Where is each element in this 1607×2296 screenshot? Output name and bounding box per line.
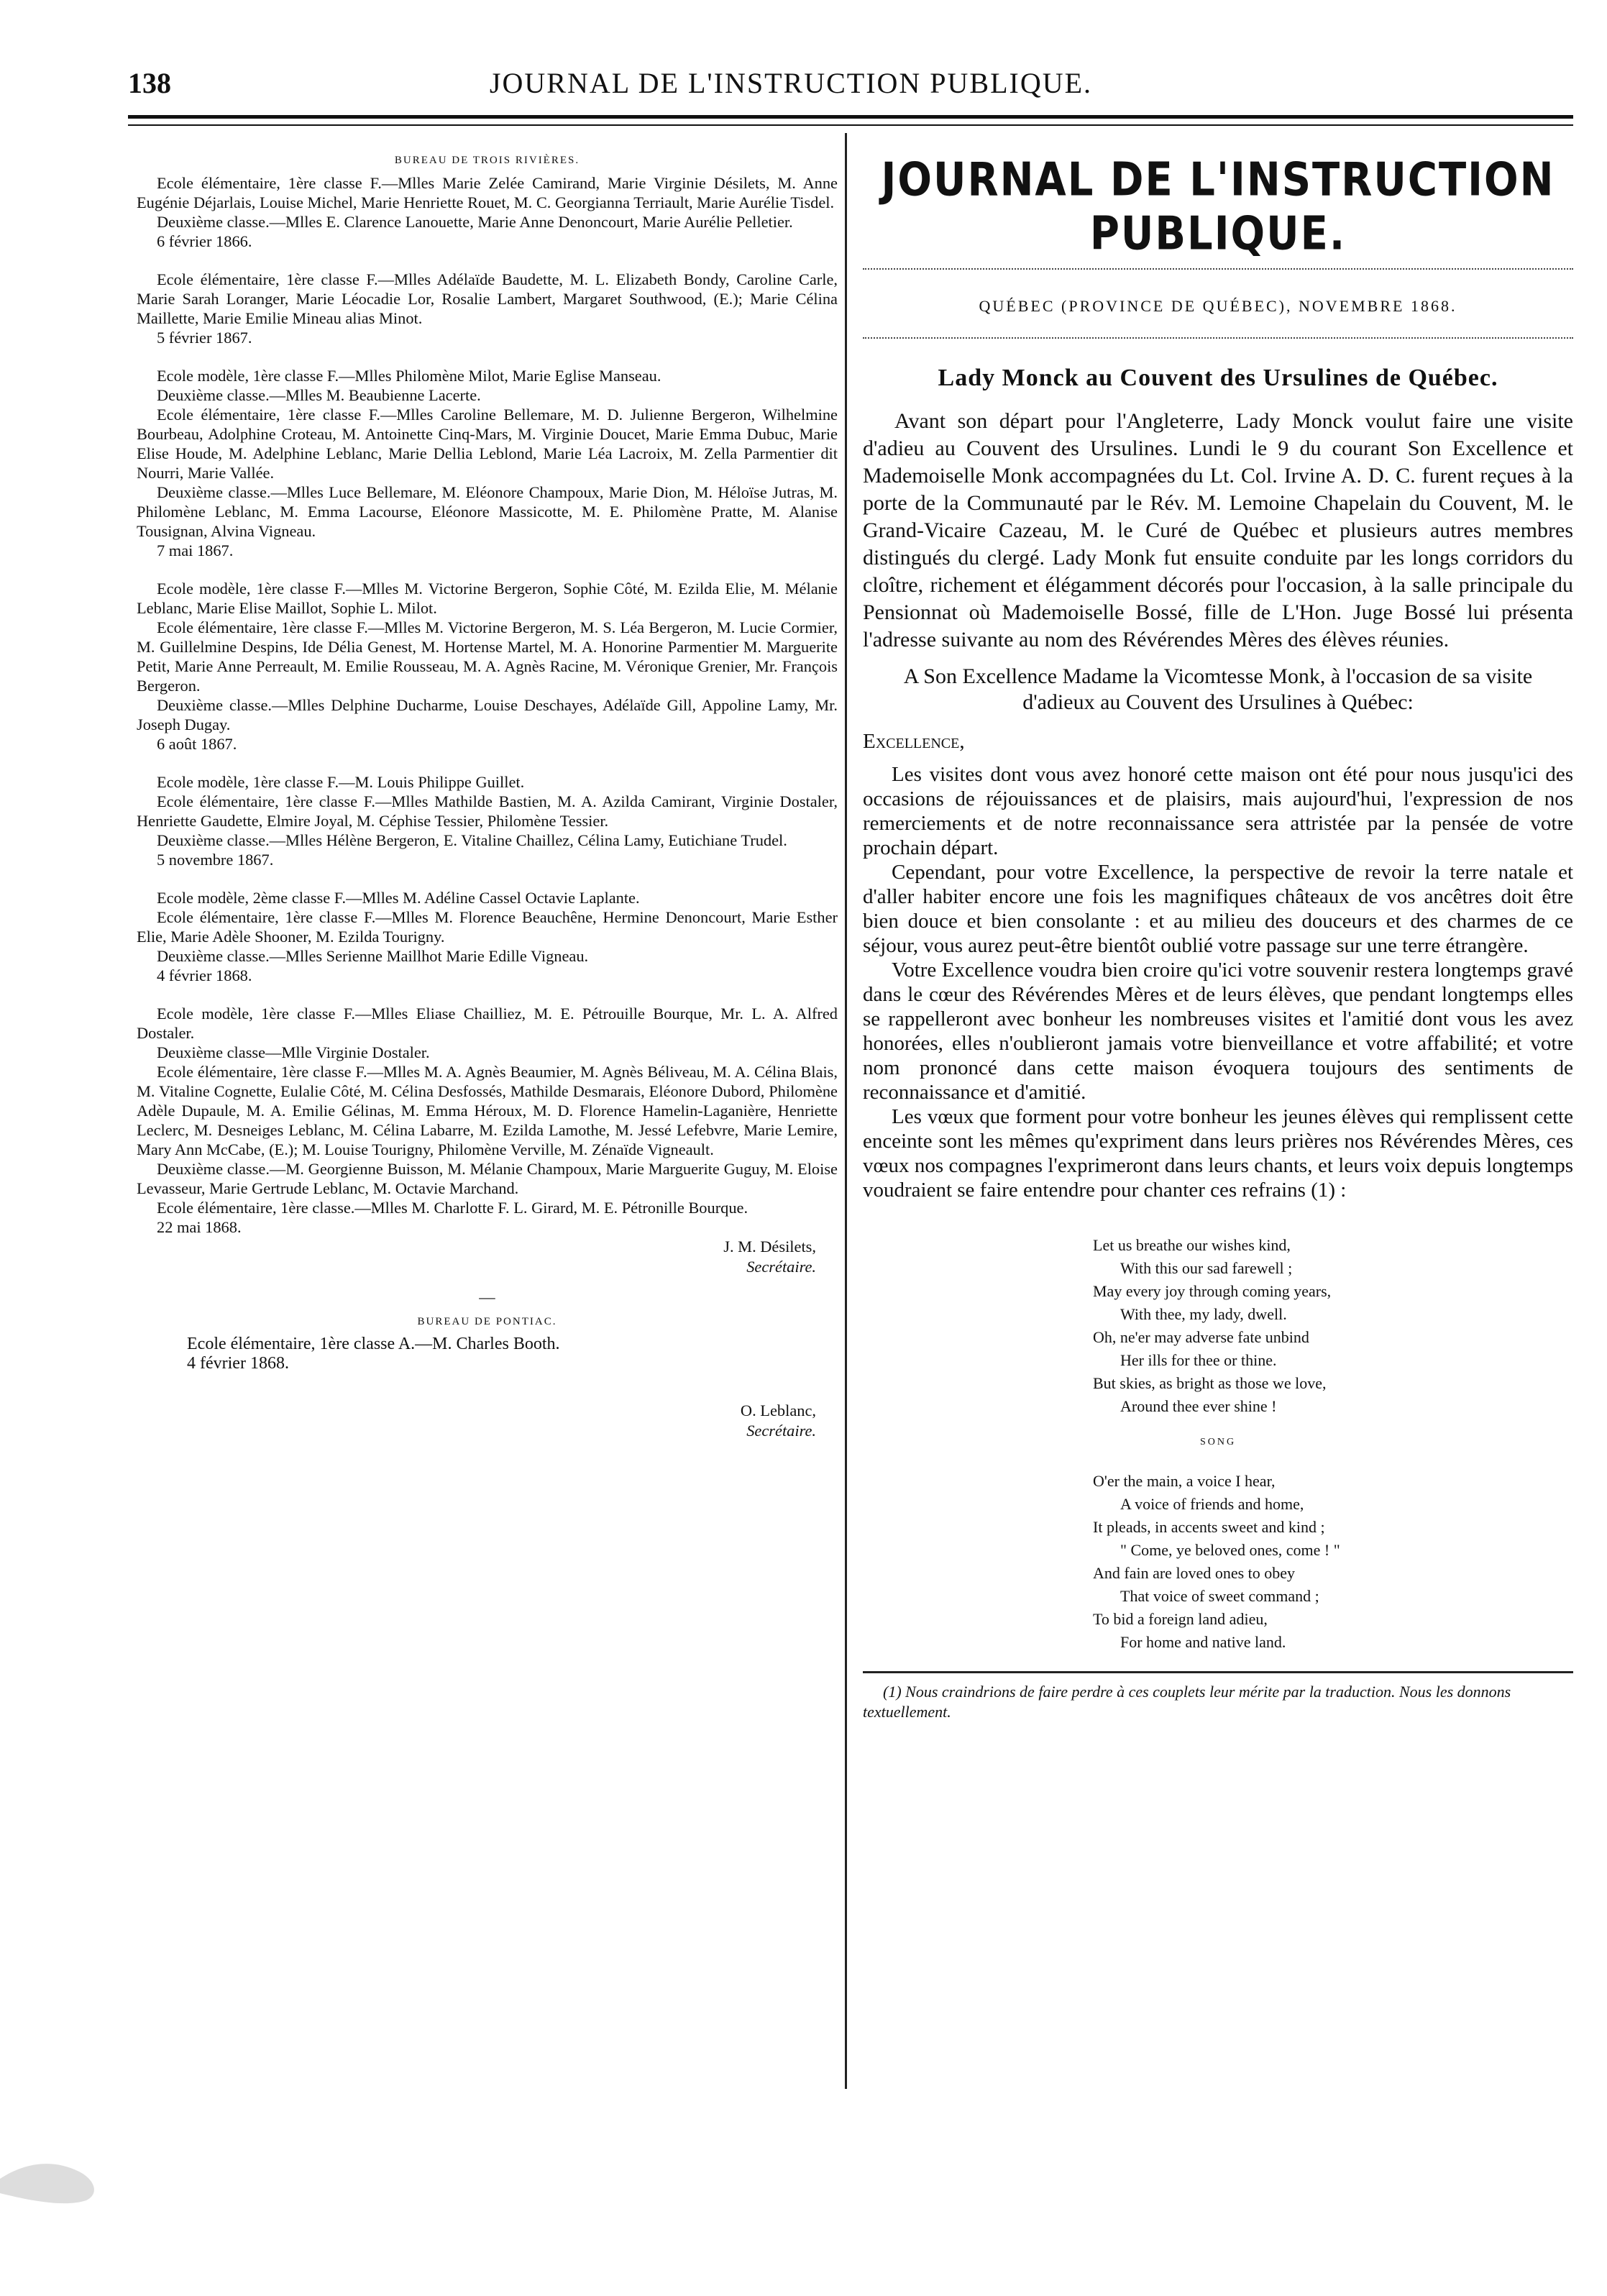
entry: Ecole élémentaire, 1ère classe.—Mlles M. Charlotte F. L. Girard, M. E. Pétronille Bourque. <box>157 1199 748 1217</box>
footnote: (1) Nous craindrions de faire perdre à ces couplets leur mérite par la traduction. Nous les donnons textuellement. <box>863 1683 1511 1721</box>
dateline: QUÉBEC (PROVINCE DE QUÉBEC), NOVEMBRE 1868. <box>979 297 1457 315</box>
footnote-rule <box>863 1671 1573 1673</box>
poem-line: With this our sad farewell ; <box>1120 1259 1293 1277</box>
poem-line: A voice of friends and home, <box>1120 1495 1304 1513</box>
signature2 <box>137 1401 838 1441</box>
entry: Ecole modèle, 1ère classe F.—M. Louis Philippe Guillet. <box>157 773 525 791</box>
entry: Ecole élémentaire, 1ère classe F.—Mlles M. Florence Beauchêne, Hermine Denoncourt, Marie Esther Elie, Marie Adèle Shooner, M. Ezilda Tourigny. <box>137 908 838 946</box>
address-text <box>863 762 1573 1202</box>
signature-name: J. M. Désilets, <box>723 1238 816 1256</box>
entry: Deuxième classe.—Mlles Serienne Maillhot Marie Edille Vigneau. <box>157 947 589 965</box>
address-paragraph: Votre Excellence voudra bien croire qu'ici votre souvenir restera longtemps gravé dans le cœur des Révérendes Mères et de leurs élèves, que pendant longtemps elles se rappelleront avec bonheur les nombreuses visites et l'amitié dont vous les avez honorées, elles n'oublieront jamais votre bienveillance et votre affabilité; et votre nom prononcé dans cette maison évoquera toujours des sentiments de reconnaissance et d'amitié. <box>863 959 1573 1104</box>
poem-line: May every joy through coming years, <box>1093 1282 1332 1300</box>
entry-gap <box>137 560 838 579</box>
entry-date: 7 mai 1867. <box>157 541 234 559</box>
entry: Ecole élémentaire, 1ère classe F.—Mlles Marie Zelée Camirand, Marie Virginie Désilets, M. Anne Eugénie Déjarlais, Louise Michel, Marie Henriette Rouet, M. C. Georgianna Terriault, Marie Aurélie Tisdel. <box>137 174 838 211</box>
entry: Ecole élémentaire, 1ère classe F.—Mlles Caroline Bellemare, M. D. Julienne Bergeron, Wilhelmine Bourbeau, Adolphine Croteau, M. Antoinette Cinq-Mars, M. Virginie Doucet, Marie Emma Dubuc, Marie Elise Houde, M. Adelphine Leblanc, Marie Dellia Leblond, Marie Léa Lacroix, M. Zella Parmentier dit Nourri, Marie Vallée. <box>137 406 838 482</box>
section-title: BUREAU DE TROIS RIVIÈRES. <box>394 155 580 166</box>
page-number: 138 <box>128 67 171 99</box>
entry: Ecole élémentaire, 1ère classe F.—Mlles M. Victorine Bergeron, M. S. Léa Bergeron, M. Lucie Cormier, M. Guillelmine Despins, Ide Délia Genest, M. Hortense Martel, M. A. Honorine Parmentier M. Marguerite Petit, Marie Anne Perreault, M. Emilie Rousseau, M. A. Agnès Racine, M. Véronique Grenier, Mr. François Bergeron. <box>137 618 838 695</box>
entry-date: 6 février 1866. <box>157 232 252 250</box>
article-paragraph: Avant son départ pour l'Angleterre, Lady Monck voulut faire une visite d'adieu au Couvent des Ursulines. Lundi le 9 du courant Son Excellence et Mademoiselle Monk accompagnées du Lt. Col. Irvine A. D. C. furent reçues à la porte de la Communauté par le Rév. M. Lemoine Chapelain du Couvent, M. le Grand-Vicaire Cazeau, M. le Curé de Québec et plusieurs autres membres distingués du clergé. Lady Monk fut ensuite conduite par les longs corridors du cloître, richement et élégamment décorés pour l'occasion, à la salle principale du Pensionnat où Mademoiselle Bossé, fille de L'Hon. Juge Bossé lui présenta l'adresse suivante au nom des Révérendes Mères des élèves réunies. <box>863 409 1573 651</box>
entry: Deuxième classe.—Mlles Delphine Ducharme, Louise Deschayes, Adélaïde Gill, Appoline Lamy, Mr. Joseph Dugay. <box>137 696 838 733</box>
poem-line: " Come, ye beloved ones, come ! " <box>1120 1541 1340 1559</box>
poem-line: For home and native land. <box>1120 1633 1286 1651</box>
poem-line: Her ills for thee or thine. <box>1120 1351 1277 1369</box>
poem-line: That voice of sweet command ; <box>1120 1587 1319 1605</box>
song-label: SONG <box>1199 1437 1237 1447</box>
poem-line: Let us breathe our wishes kind, <box>1093 1236 1291 1254</box>
article-body <box>863 408 1573 654</box>
entry-gap <box>137 347 838 366</box>
poem-line: But skies, as bright as those we love, <box>1093 1374 1327 1392</box>
entry-date: 5 février 1867. <box>157 329 252 347</box>
entry: Deuxième classe—Mlle Virginie Dostaler. <box>157 1043 430 1061</box>
signature-role: Secrétaire. <box>746 1258 816 1276</box>
entry-gap <box>137 869 838 888</box>
entry: Ecole élémentaire, 1ère classe F.—Mlles Adélaïde Baudette, M. L. Elizabeth Bondy, Caroline Carle, Marie Sarah Loranger, Marie Léocadie Lor, Rosalie Lambert, Margaret Southwood, (E.); Marie Célina Maillette, Marie Emilie Mineau alias Minot. <box>137 270 838 327</box>
entry: Ecole modèle, 1ère classe F.—Mlles Philomène Milot, Marie Eglise Manseau. <box>157 367 661 385</box>
entry-date: 5 novembre 1867. <box>157 851 274 869</box>
poem-line: To bid a foreign land adieu, <box>1093 1610 1268 1628</box>
section2-entries <box>137 1335 838 1373</box>
entry: Ecole modèle, 1ère classe F.—Mlles M. Victorine Bergeron, Sophie Côté, M. Ezilda Elie, M. Mélanie Leblanc, Marie Elise Maillot, Sophie L. Milot. <box>137 580 838 617</box>
dotted-rule <box>863 337 1573 339</box>
column-divider <box>845 133 847 2089</box>
entry: Deuxième classe.—Mlles M. Beaubienne Lacerte. <box>157 386 481 404</box>
address-paragraph: Les vœux que forment pour votre bonheur les jeunes élèves qui remplissent cette enceinte sont les mêmes qu'expriment dans leurs prières nos Révérendes Mères, ces vœux nos compagnes l'exprimeront dans leurs chants, et leurs voix depuis longtemps voudraient se faire entendre pour chanter ces refrains (1) : <box>863 1105 1573 1202</box>
running-head: JOURNAL DE L'INSTRUCTION PUBLIQUE. <box>489 67 1093 99</box>
entry-gap <box>137 985 838 1004</box>
right-column <box>863 147 1573 1722</box>
entry: Ecole modèle, 2ème classe F.—Mlles M. Adéline Cassel Octavie Laplante. <box>157 889 640 907</box>
signature2-name: O. Leblanc, <box>740 1401 816 1419</box>
address-paragraph: Cependant, pour votre Excellence, la perspective de revoir la terre natale et d'aller habiter encore une fois les magnifiques châteaux de vos ancêtres doit être bien douce et bien consolante : et au milieu des douceurs et des charmes de ce séjour, vous aurez peut-être bientôt oublié votre passage sur une terre étrangère. <box>863 861 1573 957</box>
entry-date: 6 août 1867. <box>157 735 237 753</box>
entry-gap <box>137 251 838 270</box>
left-column <box>137 151 838 1441</box>
entry: Deuxième classe.—Mlles Hélène Bergeron, E. Vitaline Chaillez, Célina Lamy, Eutichiane Trudel. <box>157 831 787 849</box>
entries-list <box>137 173 838 1237</box>
poem-line: Oh, ne'er may adverse fate unbind <box>1093 1328 1309 1346</box>
header-rule-thin <box>128 124 1573 126</box>
dotted-rule <box>863 268 1573 270</box>
entry: Ecole élémentaire, 1ère classe F.—Mlles Mathilde Bastien, M. A. Azilda Camirant, Virginie Dostaler, Henriette Gaudette, Elmire Joyal, M. Céphise Tessier, Philomène Tessier. <box>137 792 838 830</box>
header-rule <box>128 115 1573 119</box>
poem-line: Around thee ever shine ! <box>1120 1397 1277 1415</box>
poem-line: With thee, my lady, dwell. <box>1120 1305 1287 1323</box>
address-heading: A Son Excellence Madame la Vicomtesse Monk, à l'occasion de sa visite d'adieux au Couvent des Ursulines à Québec: <box>903 664 1533 714</box>
entry-date: 22 mai 1868. <box>157 1218 242 1236</box>
poem-line: And fain are loved ones to obey <box>1093 1564 1296 1582</box>
entry: Deuxième classe.—Mlles E. Clarence Lanouette, Marie Anne Denoncourt, Marie Aurélie Pelletier. <box>157 213 793 231</box>
masthead: JOURNAL DE L'INSTRUCTION PUBLIQUE. <box>881 153 1555 261</box>
entry: Ecole élémentaire, 1ère classe F.—Mlles M. A. Agnès Beaumier, M. Agnès Béliveau, M. A. Célina Blais, M. Vitaline Cognette, Eulalie Côté, M. Célina Desfossés, Mathilde Desmarais, Eléonore Dubord, Philomène Adèle Dupaule, M. A. Emilie Gélinas, M. Emma Héroux, M. D. Florence Hamelin-Laganière, Henriette Leclerc, M. Desneiges Leblanc, M. Célina Labarre, M. Ezilda Lamothe, M. Jessé Lefebvre, Marie Lemire, Mary Ann McCabe, (E.); M. Louise Tourigny, Philomène Verville, M. Zénaïde Vigneault. <box>137 1063 838 1158</box>
entry: Deuxième classe.—Mlles Luce Bellemare, M. Eléonore Champoux, Marie Dion, M. Héloïse Jutras, M. Philomène Leblanc, M. Emma Lacourse, Eléonore Massicotte, M. E. Philomène Pratte, M. Alanise Tousignan, Alvina Vigneau. <box>137 483 838 540</box>
signature <box>137 1237 838 1277</box>
entry: Ecole élémentaire, 1ère classe A.—M. Charles Booth. <box>187 1335 560 1353</box>
poem-line: O'er the main, a voice I hear, <box>1093 1472 1276 1490</box>
entry: Deuxième classe.—M. Georgienne Buisson, M. Mélanie Champoux, Marie Marguerite Guguy, M. Eloise Levasseur, Marie Gertrude Leblanc, M. Octavie Marchand. <box>137 1160 838 1197</box>
poem-line: It pleads, in accents sweet and kind ; <box>1093 1518 1325 1536</box>
entry-gap <box>137 754 838 772</box>
poem <box>1093 1234 1573 1654</box>
entry: Ecole modèle, 1ère classe F.—Mlles Eliase Chailliez, M. E. Pétrouille Bourque, Mr. L. A. Alfred Dostaler. <box>137 1005 838 1042</box>
section2-title: BUREAU DE PONTIAC. <box>417 1316 557 1327</box>
signature2-role: Secrétaire. <box>746 1422 816 1440</box>
scan-blemish <box>0 2150 108 2236</box>
separator-dash: — <box>479 1288 495 1306</box>
entry-date: 4 février 1868. <box>157 966 252 984</box>
salutation: Excellence, <box>863 730 965 753</box>
entry-date: 4 février 1868. <box>187 1354 289 1373</box>
article-title: Lady Monck au Couvent des Ursulines de Québec. <box>938 365 1498 391</box>
address-paragraph: Les visites dont vous avez honoré cette maison ont été pour nous jusqu'ici des occasions de réjouissances et de plaisirs, mais aujourd'hui, l'expression de nos remerciements et de notre reconnaissance sera attristée par la pensée de votre prochain départ. <box>863 763 1573 859</box>
